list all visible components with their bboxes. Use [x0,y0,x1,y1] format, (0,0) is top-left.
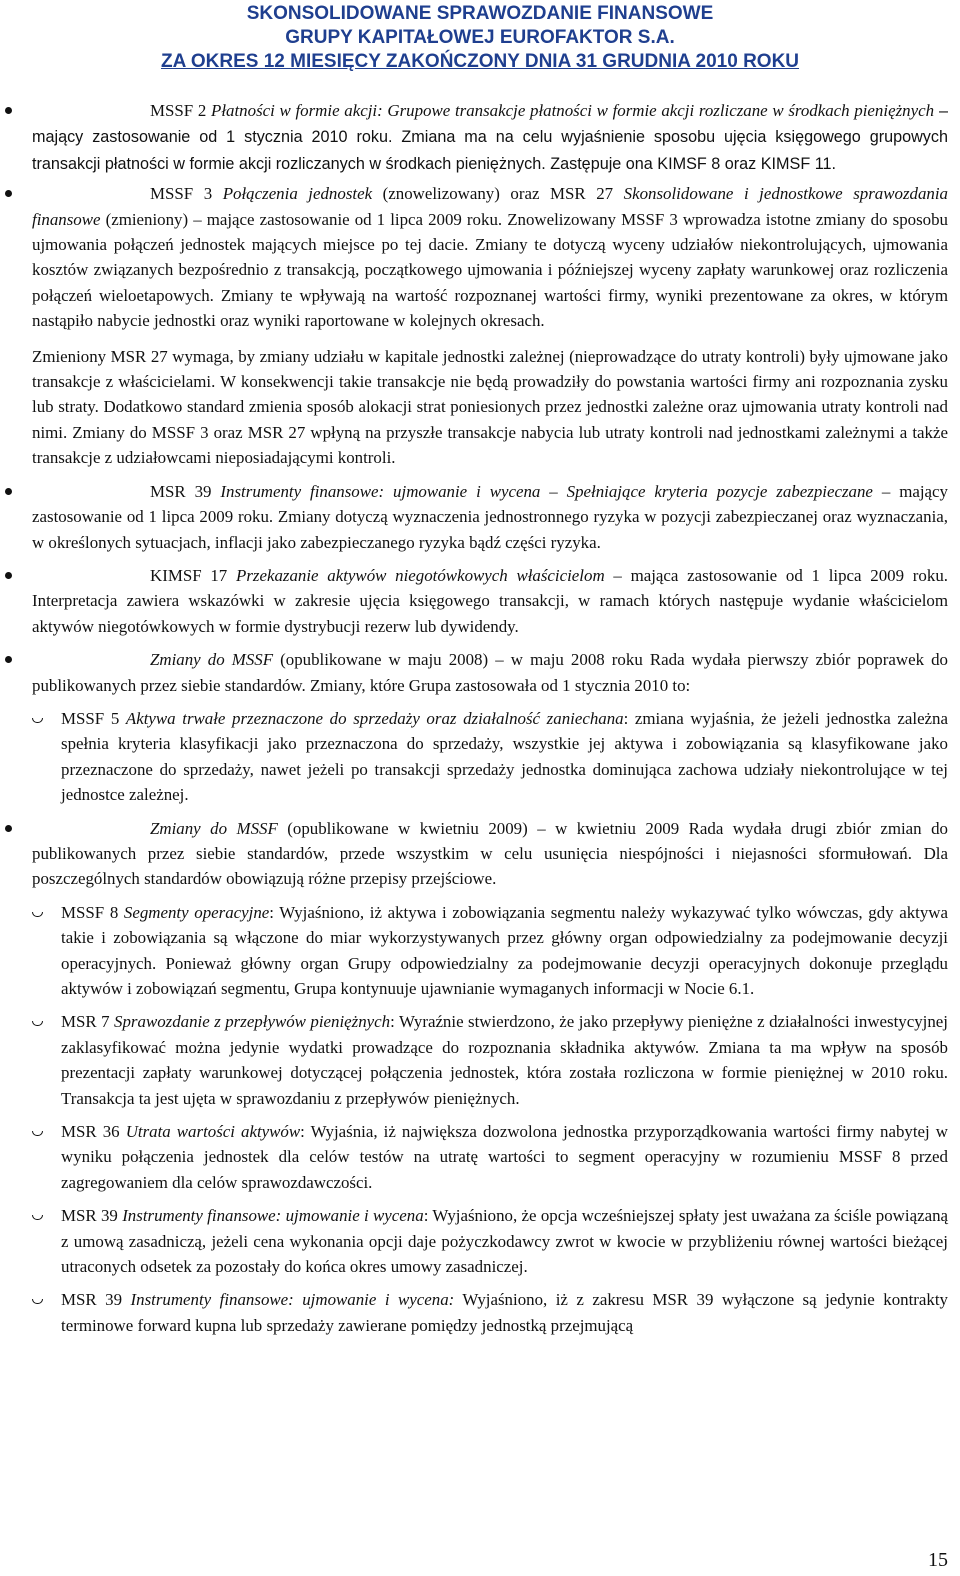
bullet-kimsf-17: KIMSF 17 Przekazanie aktywów niegotówkowych właścicielom – mająca zastosowanie od 1 lipca 2009 roku. Interpretacja zawiera wskazówki w zakresie ujęcia księgowego transakcji, w ramach których następuje wydanie właścicielom aktywów niegotówkowych w formie dystrybucji rezerw lub dywidendy. [32,563,948,639]
subitem-msr-39-b: MSR 39 Instrumenty finansowe: ujmowanie i wycena: Wyjaśniono, iż z zakresu MSR 39 wyłączone są jedynie kontrakty terminowe forward kupna lub sprzedaży zawierane pomiędzy jednostką przejmującą [32,1287,948,1338]
bullet-mssf-3: MSSF 3 Połączenia jednostek (znowelizowany) oraz MSR 27 Skonsolidowane i jednostkowe sprawozdania finansowe (zmieniony) – mające zastosowanie od 1 lipca 2009 roku. Znowelizowany MSSF 3 wprowadza istotne zmiany do sposobu ujmowania połączeń jednostek mających miejsce po tej dacie. Zmiany te dotyczą wyceny udziałów niekontrolujących, ujmowania kosztów związanych bezpośrednio z transakcją, początkowego ujmowania i późniejszej wyceny zapłaty warunkowej oraz rozliczenia połączeń wieloetapowych. Zmiany te wpływają na wartość rozpoznanej wartości firmy, wyniki prezentowane za okres, w którym nastąpiło nabycie jednostki oraz wyniki raportowane w kolejnych okresach. [32,181,948,333]
sub-bullet-icon [32,912,43,917]
sub-bullet-icon [32,718,43,723]
bullet-zmiany-2009: Zmiany do MSSF (opublikowane w kwietniu 2009) – w kwietniu 2009 Rada wydała drugi zbiór zmian do publikowanych przez siebie standardów, przede wszystkim w celu usunięcia niespójności i niejasności sformułowań. Dla poszczególnych standardów obowiązują różne przepisy przejściowe. [32,816,948,892]
sub-bullet-icon [32,1131,43,1136]
bullet-icon [5,107,12,114]
bullet-icon [5,825,12,832]
subitem-msr-7: MSR 7 Sprawozdanie z przepływów pieniężnych: Wyraźnie stwierdzono, że jako przepływy pieniężne z działalności inwestycyjnej zaklasyfikować można jedynie wydatki prowadzące do rozpoznania składnika aktywów. Zmiana ta ma wpływ na sposób prezentacji zapłaty warunkowej dotyczącej połączenia jednostek, która została rozliczona w formie pieniężnej w 2010 roku. Transakcja ta jest ujęta w sprawozdaniu z przepływów pieniężnych. [32,1009,948,1111]
sub-bullet-icon [32,1215,43,1220]
bullet-mssf-2: MSSF 2 Płatności w formie akcji: Grupowe transakcje płatności w formie akcji rozliczane w środkach pieniężnych – mający zastosowanie od 1 stycznia 2010 roku. Zmiana ma na celu wyjaśnienie sposobu ujęcia księgowego grupowych transakcji płatności w formie akcji rozliczanych w środkach pieniężnych. Zastępuje ona KIMSF 8 oraz KIMSF 11. [32,98,948,177]
header-line-3: ZA OKRES 12 MIESIĘCY ZAKOŃCZONY DNIA 31 GRUDNIA 2010 ROKU [160,51,800,72]
sub-bullet-icon [32,1299,43,1304]
header-line-2: GRUPY KAPITAŁOWEJ EUROFAKTOR S.A. [285,27,675,48]
document-body [32,98,948,1338]
subitem-mssf-5: MSSF 5 Aktywa trwałe przeznaczone do sprzedaży oraz działalność zaniechana: zmiana wyjaśnia, że jeżeli jednostka zależna spełnia kryteria klasyfikacji jako przeznaczona do sprzedaży, wszystkie jej aktywa i zobowiązania są klasyfikowane jako przeznaczone do sprzedaży, nawet jeżeli po transakcji sprzedaży jednostka dominująca zachowa udziały niekontrolujące w tej jednostce zależnej. [32,706,948,808]
document-header [0,2,960,74]
bullet-icon [5,190,12,197]
bullet-icon [5,488,12,495]
bullet-zmiany-2008: Zmiany do MSSF (opublikowane w maju 2008) – w maju 2008 roku Rada wydała pierwszy zbiór poprawek do publikowanych przez siebie standardów. Zmiany, które Grupa zastosowała od 1 stycznia 2010 to: [32,647,948,698]
header-line-1: SKONSOLIDOWANE SPRAWOZDANIE FINANSOWE [246,3,714,24]
sub-bullet-icon [32,1021,43,1026]
subitem-msr-36: MSR 36 Utrata wartości aktywów: Wyjaśnia, iż największa dozwolona jednostka przyporządkowania wartości firmy nabytej w wyniku połączenia jednostek dla celów testów na utratę wartości to segment operacyjny w rozumieniu MSSF 8 przed zagregowaniem dla celów sprawozdawczości. [32,1119,948,1195]
bullet-icon [5,656,12,663]
bullet-icon [5,572,12,579]
page-number: 15 [928,1549,948,1571]
subitem-msr-39-a: MSR 39 Instrumenty finansowe: ujmowanie i wycena: Wyjaśniono, że opcja wcześniejszej spłaty jest uważana za ściśle powiązaną z umową zasadniczą, jeżeli cena wykonania opcji daje pożyczkodawcy zwrot w kwocie w przybliżeniu równej wartości bieżącej utraconych odsetek za pozostały do końca okres umowy zasadniczej. [32,1203,948,1279]
bullet-msr-39: MSR 39 Instrumenty finansowe: ujmowanie i wycena – Spełniające kryteria pozycje zabezpieczane – mający zastosowanie od 1 lipca 2009 roku. Zmiany dotyczą wyznaczenia jednostronnego ryzyka w pozycji zabezpieczanej oraz wyznaczania, w określonych sytuacjach, inflacji jako zabezpieczanego ryzyka bądź części ryzyka. [32,479,948,555]
paragraph-msr-27: Zmieniony MSR 27 wymaga, by zmiany udziału w kapitale jednostki zależnej (nieprowadzące do utraty kontroli) były ujmowane jako transakcje z właścicielami. W konsekwencji takie transakcje nie będą prowadziły do powstania wartości firmy ani rozpoznania zysku lub straty. Dodatkowo standard zmienia sposób alokacji strat poniesionych przez jednostki zależne oraz ujmowania utraty kontroli nad nimi. Zmiany do MSSF 3 oraz MSR 27 wpłyną na przyszłe transakcje nabycia lub utraty kontroli nad jednostkami zależnymi a także transakcje z udziałowcami nieposiadającymi kontroli. [32,346,948,468]
subitem-mssf-8: MSSF 8 Segmenty operacyjne: Wyjaśniono, iż aktywa i zobowiązania segmentu należy wykazywać tylko wówczas, gdy aktywa takie i zobowiązania są włączone do miar wykorzystywanych przez główny organ odpowiedzialny za podejmowanie decyzji operacyjnych. Ponieważ główny organ Grupy odpowiedzialny za podejmowanie decyzji operacyjnych dokonuje przeglądu aktywów i zobowiązań segmentu, Grupa kontynuuje ujawnianie wymaganych informacji w Nocie 6.1. [32,900,948,1002]
